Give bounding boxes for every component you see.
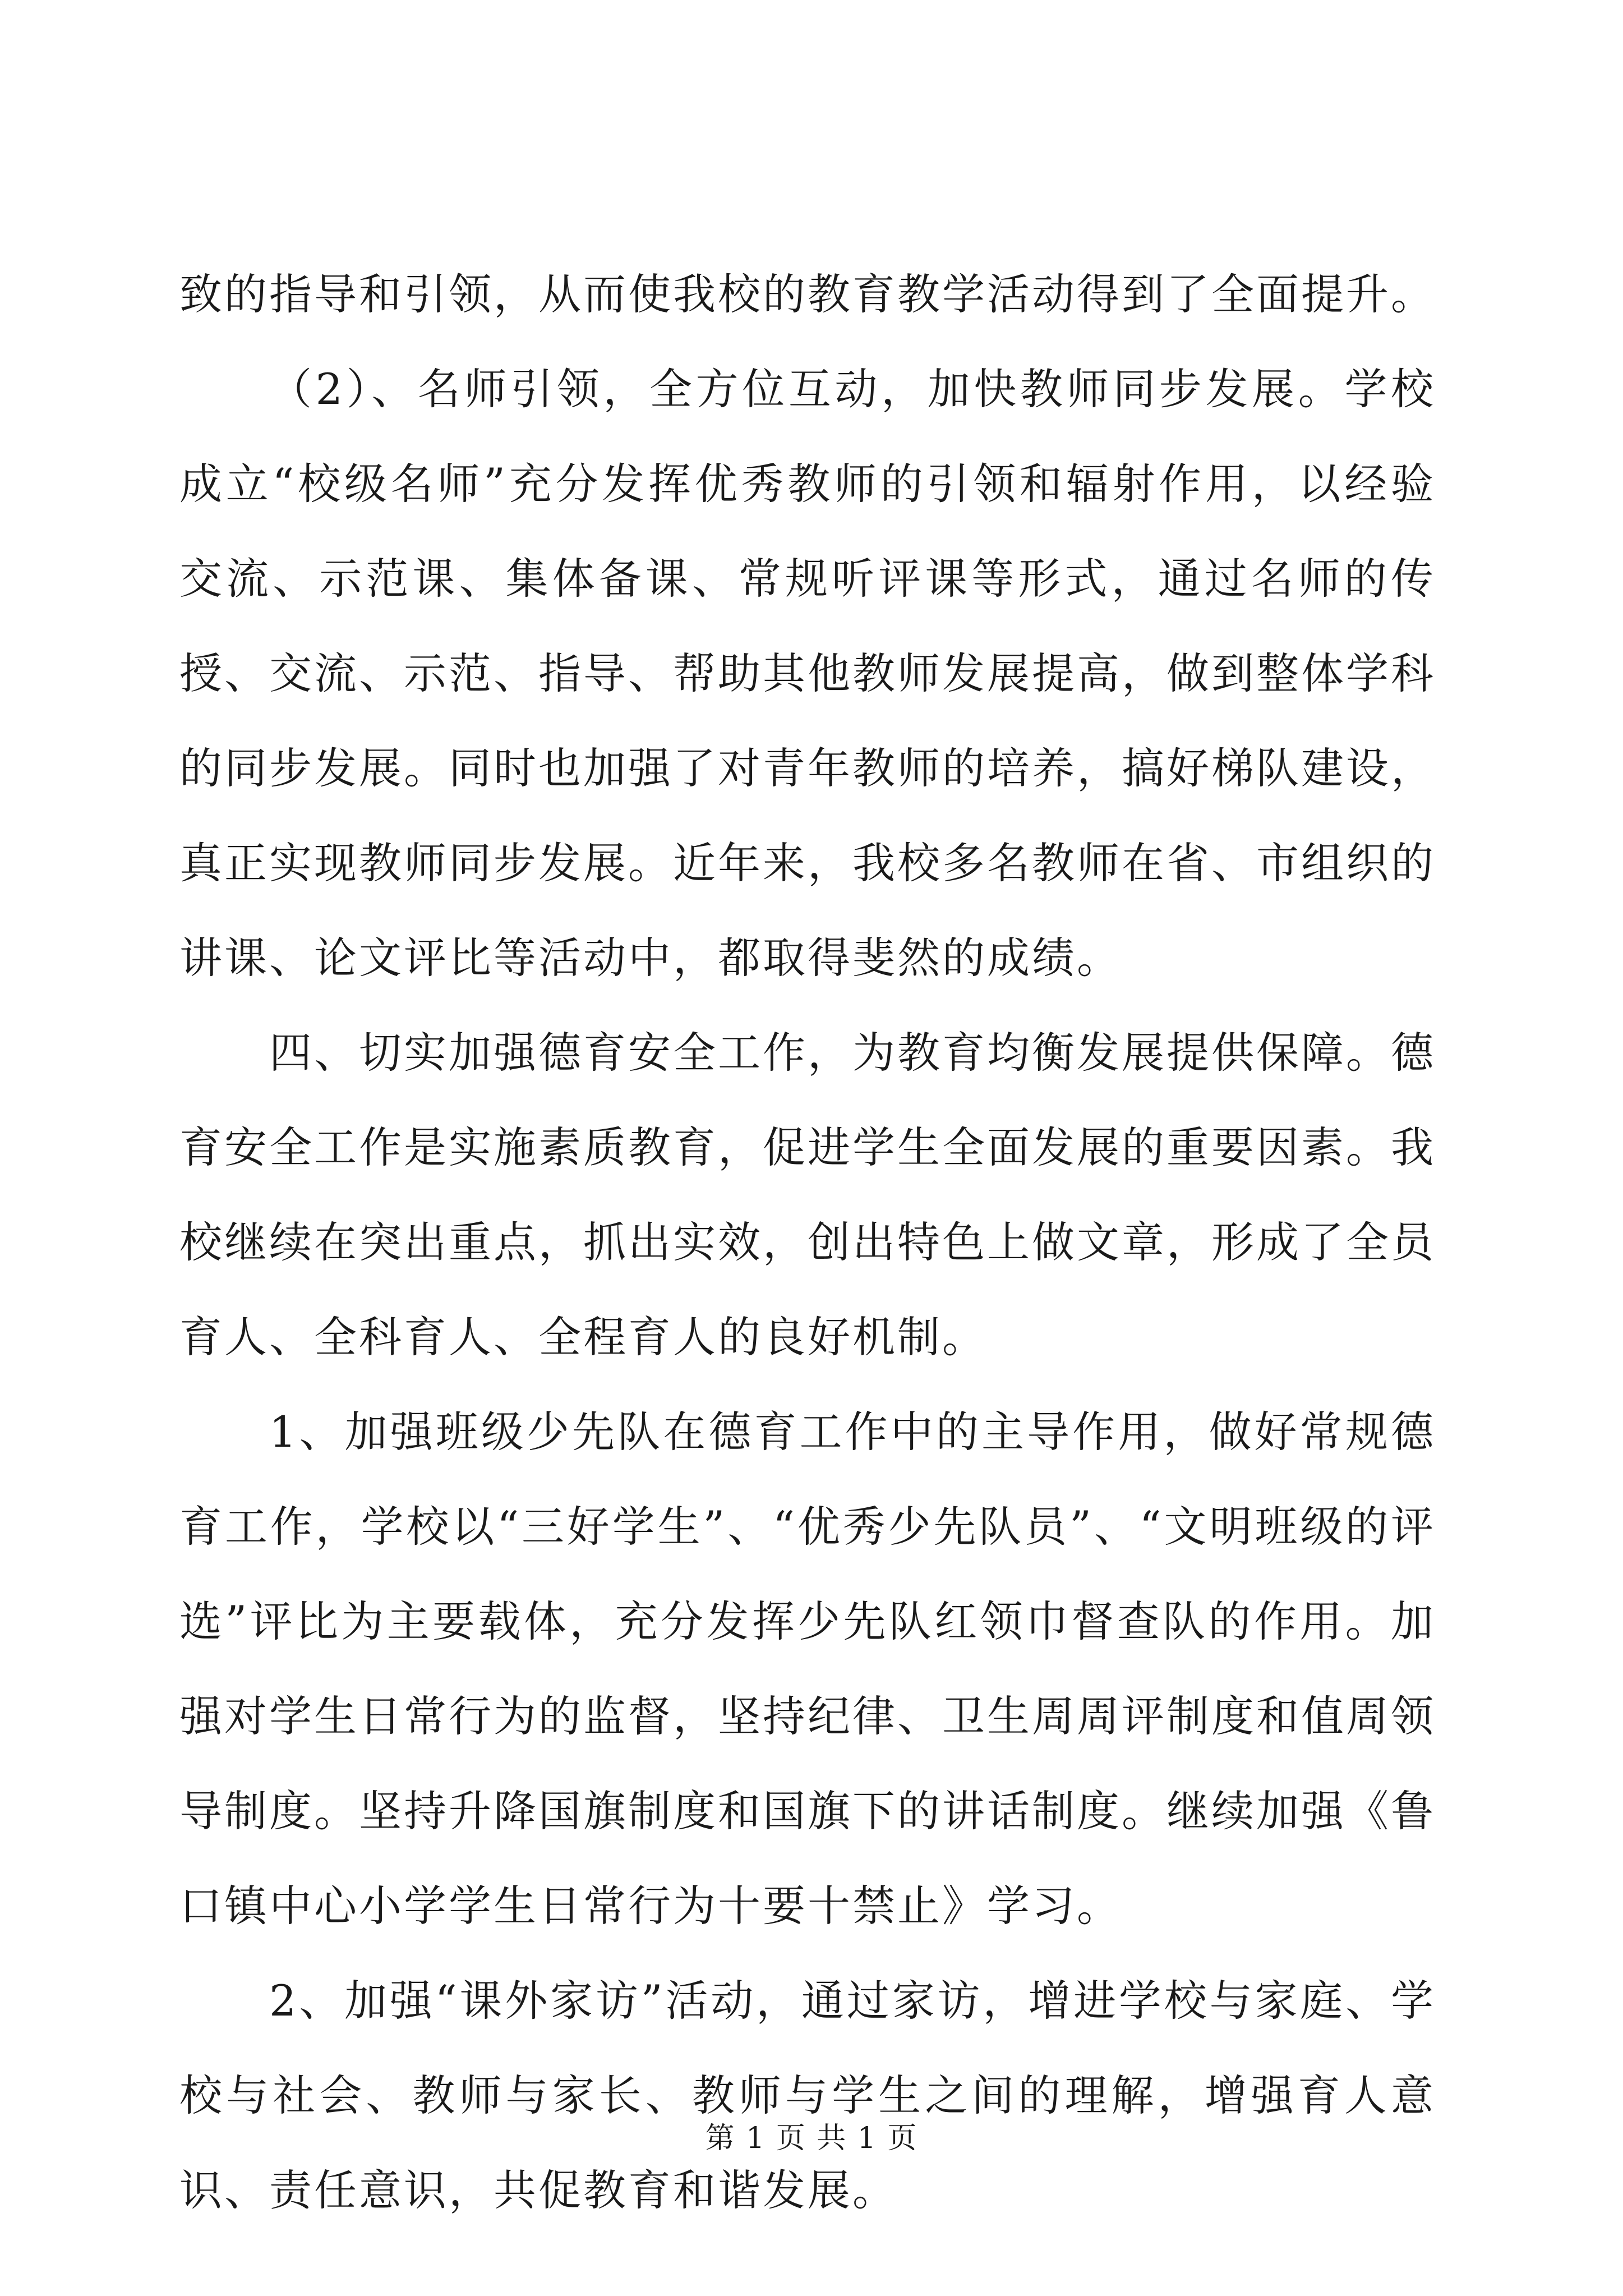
document-body bbox=[179, 247, 1436, 2238]
paragraph-young-pioneers: 1、加强班级少先队在德育工作中的主导作用，做好常规德育工作，学校以“三好学生”、“优秀少先队员”、“文明班级的评选”评比为主要载体，充分发挥少先队红领巾督查队的作用。加强对学生日常行为的监督，坚持纪律、卫生周周评制度和值周领导制度。坚持升降国旗制度和国旗下的讲话制度。继续加强《鲁口镇中心小学学生日常行为十要十禁止》学习。 bbox=[179, 1407, 1436, 1931]
paragraph-moral-safety: 四、切实加强德育安全工作，为教育均衡发展提供保障。德育安全工作是实施素质教育，促进学生全面发展的重要因素。我校继续在突出重点，抓出实效，创出特色上做文章，形成了全员育人、全科育人、全程育人的良好机制。 bbox=[179, 1028, 1436, 1362]
page-footer: 第 1 页 共 1 页 bbox=[705, 2122, 918, 2155]
paragraph-continuation: 致的指导和引领，从而使我校的教育教学活动得到了全面提升。 bbox=[179, 269, 1436, 319]
paragraph-famous-teachers: （2）、名师引领，全方位互动，加快教师同步发展。学校成立“校级名师”充分发挥优秀教师的引领和辐射作用，以经验交流、示范课、集体备课、常规听评课等形式，通过名师的传授、交流、示范、指导、帮助其他教师发展提高，做到整体学科的同步发展。同时也加强了对青年教师的培养，搞好梯队建设，真正实现教师同步发展。近年来，我校多名教师在省、市组织的讲课、论文评比等活动中，都取得斐然的成绩。 bbox=[179, 364, 1436, 983]
paragraph-home-visits: 2、加强“课外家访”活动，通过家访，增进学校与家庭、学校与社会、教师与家长、教师与学生之间的理解，增强育人意识、责任意识，共促教育和谐发展。 bbox=[179, 1976, 1436, 2215]
